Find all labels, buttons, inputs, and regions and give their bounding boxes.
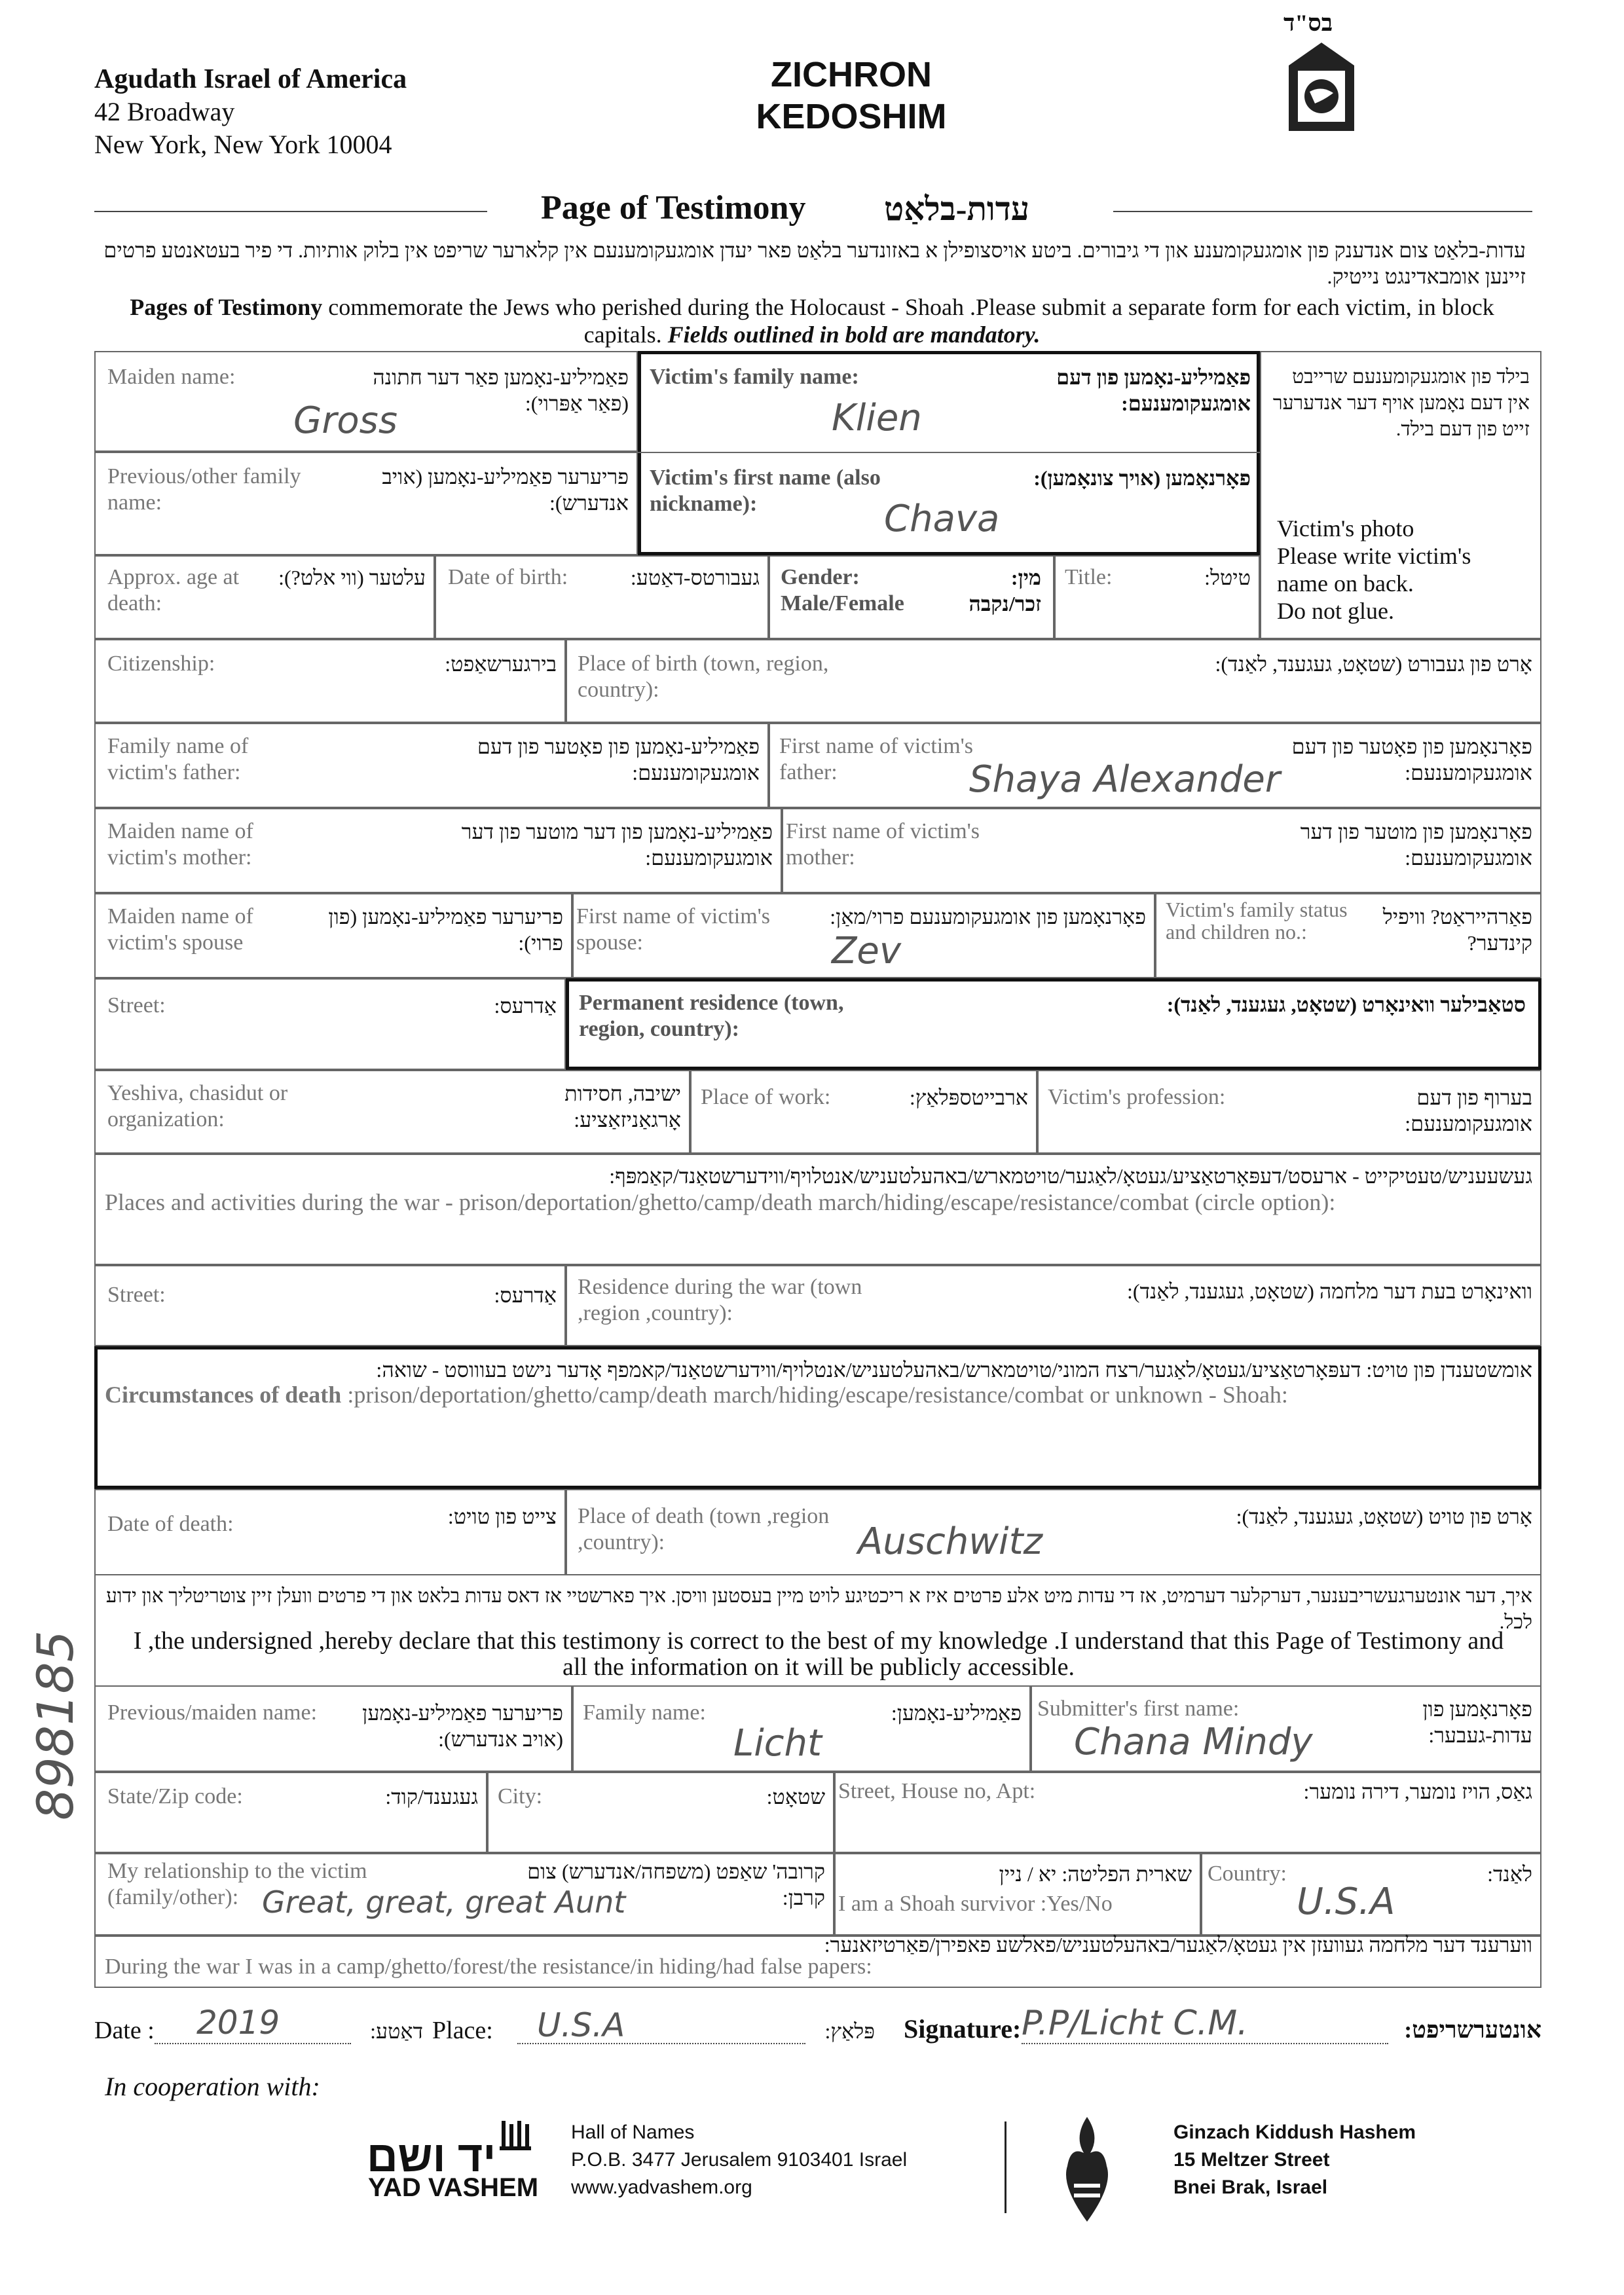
sub-city-he: שטאָט: — [766, 1785, 825, 1808]
war-street-he: אַדרעס: — [494, 1283, 557, 1307]
page-title-hebrew: עדות-בלאַט — [884, 191, 1030, 227]
intro-text: commemorate the Jews who perished during the Holocaust - Shoah .Please submit a separate form for each victim, in block capitals. — [322, 294, 1494, 348]
title-line2: KEDOSHIM — [756, 97, 947, 136]
sub-zip-he: געגענד/קוד: — [385, 1785, 478, 1808]
father-first-label: First name of victim's father: — [779, 734, 974, 784]
signature-he: אונטערשריפט: — [1404, 2017, 1541, 2043]
street-label: Street: — [107, 993, 166, 1018]
first-name-value: Chava — [884, 498, 1000, 540]
sub-survivor-label: I am a Shoah survivor :Yes/No — [838, 1892, 1113, 1916]
residence-he: סטאַבילער וואינאָרט (שטאָט, געגענד, לאַנד): — [1166, 993, 1526, 1016]
maiden-name-label: Maiden name: — [107, 365, 236, 389]
sub-family-label: Family name: — [583, 1700, 706, 1725]
place-value: U.S.A — [537, 2006, 625, 2044]
spouse-maiden-he: פריערער פאַמיליע-נאָמען (פון פרוי): — [328, 905, 563, 955]
date-line — [155, 2043, 351, 2044]
intro-bold: Pages of Testimony — [130, 294, 323, 320]
signature-value: P.P/Licht C.M. — [1022, 2004, 1248, 2043]
mother-first-label: First name of victim's mother: — [786, 819, 980, 870]
side-number: 898185 — [26, 1630, 84, 1820]
sub-city-label: City: — [498, 1784, 543, 1808]
sub-prev-name-he: פריערער פאַמיליע-נאָמען (אויב אנדערש): — [362, 1701, 563, 1751]
divider-right — [1113, 211, 1532, 212]
war-places-he: געשעעניש/טעטיקייט - ארעסט/דעפּאָרטאַציע/געטאָ/לאַגער/טויטמארש/באהעלטעניש/אנטלויף/ווידערשטאַנד/קאַמפּף: — [609, 1164, 1532, 1188]
date-value: 2019 — [196, 2004, 280, 2042]
spouse-first-label: First name of victim's spouse: — [576, 904, 771, 955]
family-name-he: פאַמיליע-נאָמען פון דעם אומגעקומענעם: — [1056, 365, 1251, 415]
hall-website[interactable]: www.yadvashem.org — [571, 2176, 752, 2198]
street-he: אַדרעס: — [494, 994, 557, 1018]
place-of-death-value: Auschwitz — [858, 1520, 1043, 1563]
mother-maiden-he: פאַמיליע-נאָמען פון דער מוטער פון דער אומגעקומענעם: — [461, 820, 773, 870]
ginzach-street: 15 Meltzer Street — [1173, 2149, 1330, 2171]
menorah-icon — [496, 2118, 536, 2157]
intro-italic: Fields outlined in bold are mandatory. — [667, 321, 1041, 348]
title-label: Title: — [1065, 565, 1113, 589]
photo-line3: name on back. — [1277, 570, 1414, 597]
date-label: Date : — [94, 2017, 155, 2044]
date-he: דאַטע: — [370, 2019, 423, 2043]
father-family-label: Family name of victim's father: — [107, 734, 249, 784]
sub-relation-value: Great, great, great Aunt — [262, 1884, 626, 1920]
cooperation-label: In cooperation with: — [105, 2072, 320, 2101]
work-label: Place of work: — [701, 1085, 831, 1109]
gender-label: Gender: Male/Female — [781, 565, 904, 615]
bsd-mark: בס"ד — [1283, 10, 1333, 36]
sub-relation-label: My relationship to the victim (family/other): — [107, 1859, 367, 1909]
sub-prev-name-label: Previous/maiden name: — [107, 1700, 318, 1725]
place-he: פּלאַץ: — [824, 2019, 875, 2043]
death-circ-text: :prison/deportation/ghetto/camp/death march/hiding/escape/resistance/combat or unknown - Shoah: — [341, 1382, 1288, 1408]
war-residence-he: וואינאָרט בעת דער מלחמה (שטאָט, געגענד, לאַנד): — [1127, 1279, 1532, 1303]
sub-first-he: פאָרנאָמען פון עדות-געבער: — [1422, 1697, 1532, 1747]
father-first-he: פאָרנאָמען פון פאָטער פון דעם אומגעקומענעם: — [1291, 735, 1532, 784]
family-name-label: Victim's family name: — [650, 365, 859, 389]
father-family-he: פאַמיליע-נאָמען פון פאָטער פון דעם אומגעקומענעם: — [477, 735, 760, 784]
family-name-value: Klien — [832, 397, 922, 439]
photo-line2: Please write victim's — [1277, 543, 1471, 569]
sub-country-label: Country: — [1208, 1862, 1287, 1886]
mother-first-he: פאָרנאָמען פון מוטער פון דער אומגעקומענעם: — [1300, 820, 1532, 870]
citizenship-he: בירגערשאַפט: — [445, 652, 557, 676]
org-name: Agudath Israel of America — [94, 64, 407, 94]
war-street-label: Street: — [107, 1283, 166, 1307]
ginzach-address — [1173, 2119, 1416, 2201]
first-name-he: פאָרנאָמען (אויך צונאָמען): — [1033, 466, 1251, 490]
citizenship-label: Citizenship: — [107, 652, 215, 676]
profession-he: בערוף פון דעם אומגעקומענעם: — [1405, 1086, 1532, 1135]
photo-line4: Do not glue. — [1277, 598, 1394, 624]
photo-instructions — [1277, 515, 1471, 625]
sub-street-label: Street, House no, Apt: — [838, 1779, 1036, 1803]
work-cell[interactable] — [690, 1070, 1037, 1154]
photo-line1: Victim's photo — [1277, 515, 1414, 542]
war-places-label: Places and activities during the war - prison/deportation/ghetto/camp/death march/hiding/escape/resistance/combat (circle option): — [105, 1189, 1336, 1215]
declaration-he: איך, דער אונטערגעשריבענער, דערקלער דערמיט, אז די עדות מיט אלע פרטים איז א ריכטיגע לויט מיין בעסטען וויסן. איך פארשטיי אז דאס עדות בלאט און די פרטים וועלן זיין צוטריטליך און ידוע לכל. — [105, 1585, 1532, 1633]
sub-first-label: Submitter's first name: — [1037, 1697, 1240, 1721]
work-he: ארבייטספּלאַץ: — [909, 1086, 1028, 1109]
death-circ-bold: Circumstances of death — [105, 1382, 342, 1408]
sub-country-value: U.S.A — [1297, 1881, 1395, 1923]
divider-left — [94, 211, 487, 212]
death-circ-label — [105, 1382, 1539, 1408]
maiden-name-value: Gross — [293, 399, 398, 442]
family-status-label: Victim's family status and children no.: — [1166, 898, 1348, 944]
dod-he: צייט פון טויט: — [447, 1505, 557, 1528]
intro-english — [98, 293, 1526, 348]
place-of-birth-label: Place of birth (town, region, country): — [578, 652, 829, 702]
sub-survivor-he: שארית הפליטה: יא / ניין — [999, 1862, 1192, 1886]
gender-he: מין: זכר/נקבה — [969, 566, 1041, 615]
street-cell[interactable] — [94, 978, 566, 1070]
yad-vashem-he: יד ושם — [367, 2132, 496, 2180]
signature-line — [1022, 2043, 1388, 2044]
profession-label: Victim's profession: — [1048, 1085, 1226, 1109]
dob-he: געבורטס-דאַטע: — [630, 566, 760, 589]
signature-label: Signature: — [904, 2014, 1022, 2044]
org-address-line2: New York, New York 10004 — [94, 130, 392, 159]
spouse-first-value: Zev — [832, 930, 901, 972]
sub-street-he: גאַס, הויז נומער, דירה נומער: — [1303, 1780, 1532, 1803]
ginzach-name: Ginzach Kiddush Hashem — [1173, 2121, 1416, 2143]
age-he: עלטער (ווי אלט?): — [278, 566, 426, 589]
spouse-maiden-label: Maiden name of victim's spouse — [107, 904, 253, 955]
yeshiva-he: ישיבה, חסידות אָרגאַניזאַציע: — [564, 1082, 681, 1131]
death-circ-he: אומשטענדן פון טויט: דעפּאָרטאַציע/געטאָ/לאַגער/רצח המוני/טויטמארש/באהעלטעניש/אנטלויף/ווידערשטאַנד/קאמפף אָדער נישט בעוווסט - שואה: — [376, 1358, 1532, 1382]
torah-globe-logo-icon — [1282, 39, 1361, 138]
residence-label: Permanent residence (town, region, country): — [579, 991, 844, 1041]
maiden-name-he: פאַמיליע-נאָמען פאַר דער חתונה (פאַר אַפּרוי): — [373, 365, 629, 415]
zichron-kedoshim-title — [668, 54, 1035, 138]
spouse-first-he: פאָרנאָמען פון אומגעקומענעם פרוי/מאַן: — [830, 905, 1146, 928]
dob-label: Date of birth: — [448, 565, 568, 589]
sub-relation-he: קרובה' שאַפט (משפחה/אנדערש) צום קרבן: — [527, 1860, 825, 1909]
intro-yiddish: עדות-בלאַט צום אנדענק פון אומגעקומענע און די גיבורים. ביטע אויסצופילן א באזונדער בלאַט פאר יעדן אומגעקומענעם אין קלארער שריפט אין בלוק אותיות. די פיר בעטאנטע פרטים זיינען אומבאדינגט נייטיק. — [103, 238, 1526, 288]
ginzach-city: Bnei Brak, Israel — [1173, 2176, 1328, 2198]
footer-divider — [1005, 2121, 1006, 2213]
org-address — [94, 63, 407, 161]
sub-war-he: ווערענד דער מלחמה געוועזן אין געטאָ/לאַגער/באהעלטעניש/פאלשע פאפירן/פאַרטיזאנער: — [824, 1933, 1532, 1956]
hall-of-names-address — [571, 2119, 907, 2201]
hall-of-names: Hall of Names — [571, 2121, 695, 2143]
first-name-label: Victim's first name (also nickname): — [650, 466, 881, 516]
father-first-value: Shaya Alexander — [969, 758, 1280, 801]
ginzach-flame-logo-icon — [1048, 2114, 1126, 2225]
place-of-birth-he: אָרט פון געבורט (שטאָט, געגענד, לאַנד): — [1215, 652, 1532, 676]
hall-pob: P.O.B. 3477 Jerusalem 9103401 Israel — [571, 2149, 908, 2171]
yeshiva-label: Yeshiva, chasidut or organization: — [107, 1081, 288, 1131]
sub-family-value: Licht — [733, 1722, 822, 1765]
age-label: Approx. age at death: — [107, 565, 240, 615]
previous-name-label: Previous/other family name: — [107, 464, 301, 515]
family-status-he: פאַרהייראַט? וויפיל קינדער? — [1382, 905, 1532, 955]
place-label: Place: — [432, 2017, 493, 2044]
previous-name-he: פריערער פאַמיליע-נאָמען (אויב אנדערש): — [382, 465, 629, 515]
mother-maiden-label: Maiden name of victim's mother: — [107, 819, 253, 870]
place-of-death-he: אָרט פון טויט (שטאָט, געגענד, לאַנד): — [1236, 1505, 1532, 1528]
yad-vashem-en: YAD VASHEM — [368, 2173, 539, 2202]
sub-first-value: Chana Mindy — [1074, 1721, 1313, 1763]
war-residence-label: Residence during the war (town ,region ,country): — [578, 1275, 862, 1325]
sub-family-he: פאַמיליע-נאָמען: — [891, 1701, 1022, 1725]
sub-zip-label: State/Zip code: — [107, 1784, 243, 1808]
place-of-death-label: Place of death (town ,region ,country): — [578, 1504, 830, 1554]
title-line1: ZICHRON — [771, 55, 932, 94]
dod-label: Date of death: — [107, 1512, 234, 1536]
photo-he: בילד פון אומגעקומענעם שרייבט אין דעם נאָמען אויף דער אנדערער זייט פון דעם בילד. — [1272, 366, 1530, 440]
org-address-line1: 42 Broadway — [94, 97, 235, 126]
sub-war-label: During the war I was in a camp/ghetto/forest/the resistance/in hiding/had false papers: — [105, 1955, 872, 1979]
declaration-en: I ,the undersigned ,hereby declare that this testimony is correct to the best of my knowledge .I understand that this Page of Testimony and all the information on it will be publicly accessible. — [133, 1627, 1504, 1681]
title-he: טיטל: — [1204, 566, 1251, 589]
sub-country-he: לאַנד: — [1487, 1862, 1532, 1886]
page-title: Page of Testimony — [541, 189, 806, 227]
